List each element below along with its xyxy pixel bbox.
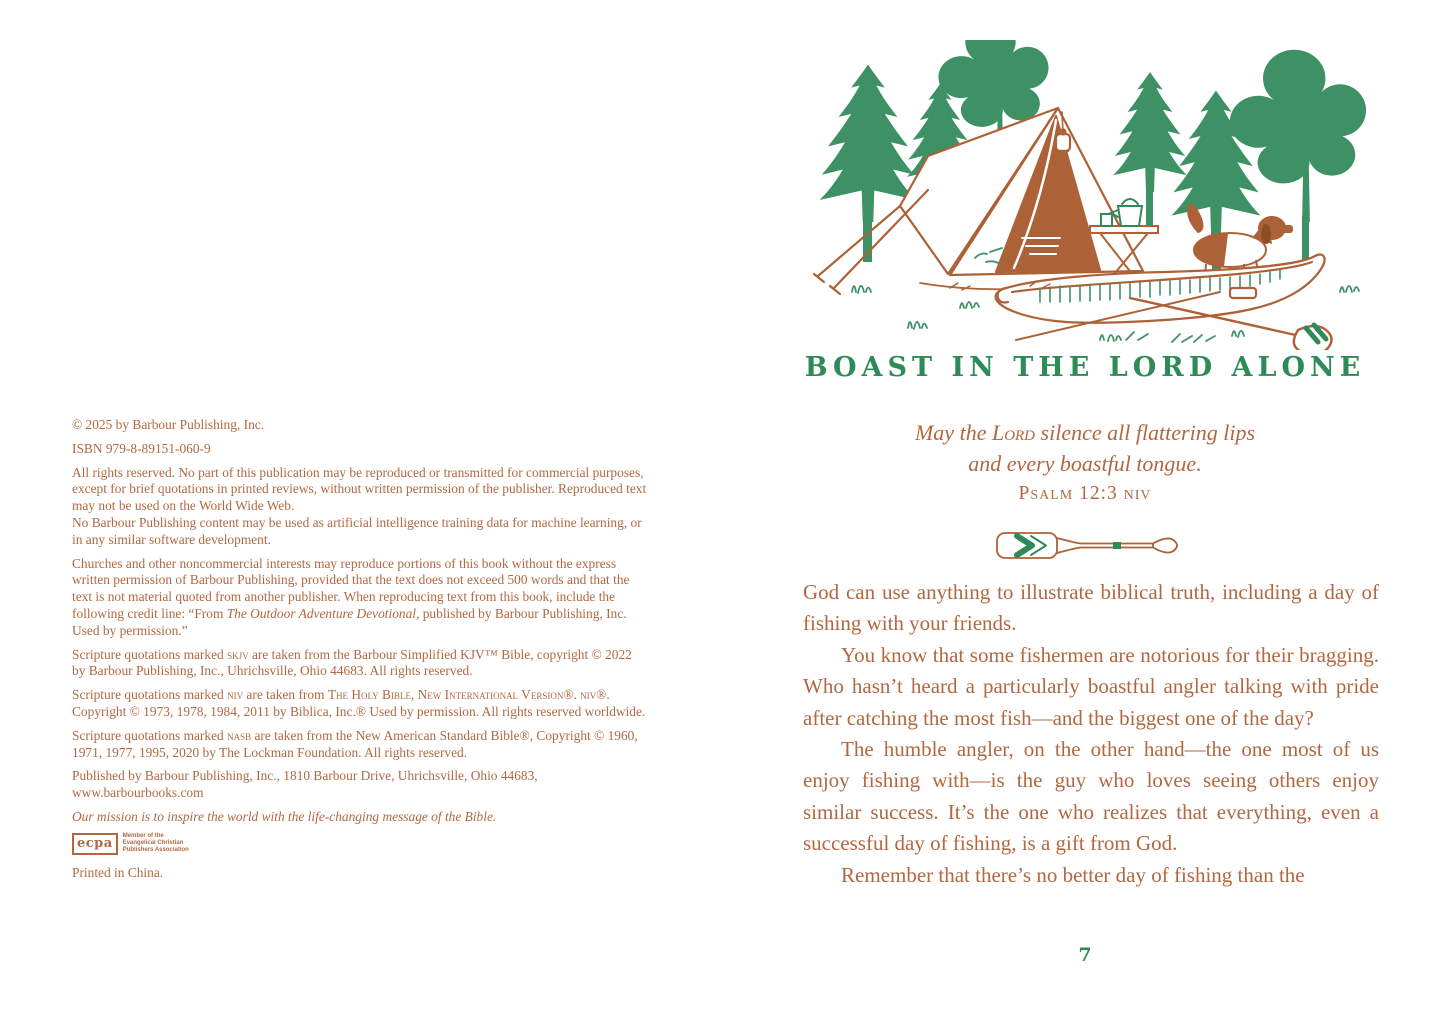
book-title-italic: The Outdoor Adventure Devotional: [226, 605, 417, 621]
verse-reference: Psalm 12:3 niv: [1018, 483, 1152, 504]
copyright-page: [72, 417, 647, 889]
rights-text-b: No Barbour Publishing content may be used as artificial intelligence training data for machine learning, or in any similar software development.: [72, 514, 642, 547]
nasb-credit-paragraph: Scripture quotations marked nasb are taken from the New American Standard Bible®, Copyright © 1960, 1971, 1977, 1995, 2020 by The Lockman Foundation. All rights reserved.: [72, 727, 638, 760]
body-paragraph-1: God can use anything to illustrate biblical truth, including a day of fishing with your friends.: [803, 580, 1379, 636]
canoe-seat: [1230, 288, 1256, 298]
lord-small-caps: Lord: [991, 420, 1036, 445]
skjv-credit-paragraph: Scripture quotations marked skjv are taken from the Barbour Simplified KJV™ Bible, copyright © 2022 by Barbour Publishing, Inc., Uhrichsville, Ohio 44683. All rights reserved.: [72, 646, 632, 679]
page-number: 7: [1078, 944, 1092, 966]
body-paragraph-2: You know that some fishermen are notorious for their bragging. Who hasn’t heard a particularly boastful angler talking with pride after catching the most fish—and the biggest one of the day?: [803, 642, 1379, 730]
dog-ear: [1261, 224, 1271, 244]
nasb-tag: nasb: [227, 727, 252, 743]
printed-in-line: Printed in China.: [72, 864, 164, 880]
body-paragraph-3: The humble angler, on the other hand—the one most of us enjoy fishing with—is the guy who loves seeing others enjoy similar success. It’s the one who realizes that everything, even a successful day of fishing, is a gift from God.: [803, 737, 1379, 856]
scripture-quote: May the Lord silence all flattering lips and every boastful tongue.: [914, 420, 1256, 476]
devotional-body: [803, 577, 1379, 891]
niv-tag: niv: [227, 687, 244, 703]
ecpa-logo-text: Member of the Evangelical Christian Publishers Association: [122, 833, 189, 854]
ecpa-logo: [72, 833, 647, 855]
devotion-title: BOAST IN THE LORD ALONE: [804, 352, 1366, 383]
copyright-line: © 2025 by Barbour Publishing, Inc.: [72, 417, 265, 432]
rights-paragraph: [72, 465, 647, 549]
dog-rear-patch: [1194, 234, 1228, 266]
rights-text-a: All rights reserved. No part of this publication may be reproduced or transmitted for commercial purposes, except for brief quotations in printed reviews, without written permission of the publisher. Reproduced text may not be used on the World Wide Web.: [72, 464, 647, 514]
churches-paragraph: [72, 556, 647, 640]
body-paragraph-4: Remember that there’s no better day of fishing than the: [841, 862, 1305, 887]
publisher-address: Published by Barbour Publishing, Inc., 1810 Barbour Drive, Uhrichsville, Ohio 44683, www.barbourbooks.com: [72, 768, 538, 801]
camp-mug: [1101, 214, 1112, 226]
camping-scene-illustration: [800, 40, 1380, 350]
mission-statement: Our mission is to inspire the world with the life-changing message of the Bible.: [72, 808, 497, 824]
niv-bible-name: The Holy Bible, New International Version: [327, 687, 564, 703]
ecpa-logo-mark: ecpa: [72, 833, 118, 855]
niv-credit-paragraph: Scripture quotations marked niv are taken from The Holy Bible, New International Version®. niv®. Copyright © 1973, 1978, 1984, 2011 by Biblica, Inc.® Used by permission. All rights reserved worldwide.: [72, 687, 646, 719]
churches-text-end: , published by Barbour Publishing, Inc. Used by permission.”: [72, 605, 627, 638]
isbn-line: ISBN 979-8-89151-060-9: [72, 440, 211, 456]
skjv-tag: skjv: [227, 646, 249, 662]
dog-muzzle: [1280, 225, 1293, 233]
oar-divider-icon: [993, 524, 1183, 568]
churches-text: Churches and other noncommercial interests may reproduce portions of this book without the express written permission of Barbour Publishing, provided that the text does not exceed 500 words and that the text is not material quoted from another publisher. When reproducing text from this book, include the following credit line: “From: [72, 555, 630, 621]
